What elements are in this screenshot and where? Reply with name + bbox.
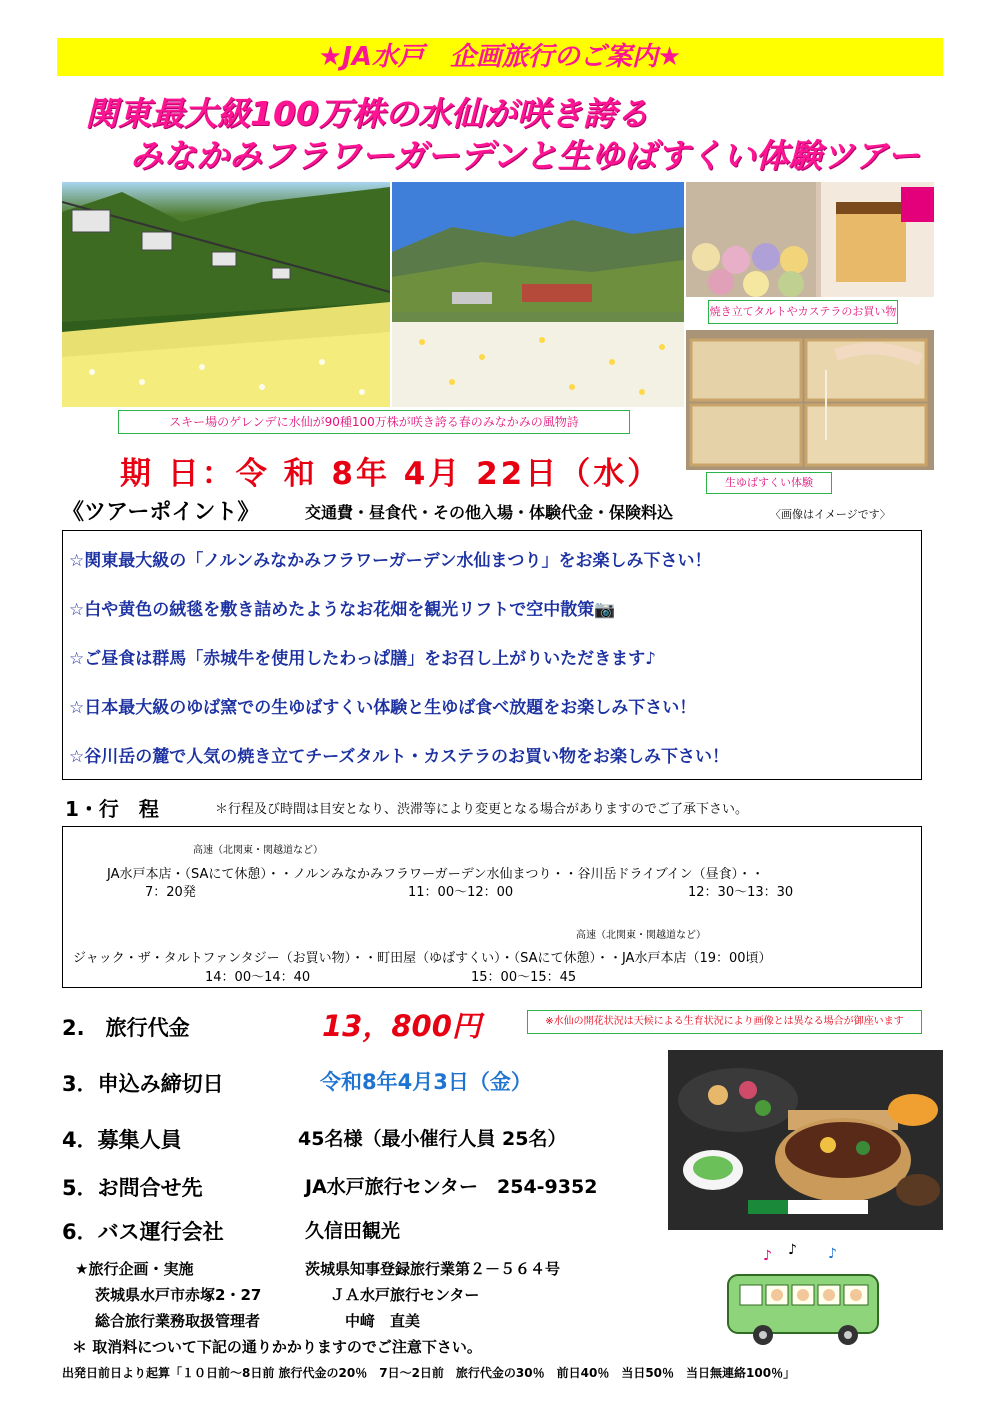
schedule-note: ＊行程及び時間は目安となり、渋滞等により変更となる場合がありますのでご了承下さい。 [215,802,749,817]
ski-lift-photo [62,182,390,407]
manager-label: 総合旅行業務取扱管理者 [95,1312,261,1330]
address: 茨城県水戸市赤塚2・27 [95,1286,262,1304]
yuba-photo [686,330,934,470]
bus-company-value: 久信田観光 [305,1220,401,1242]
capacity-label: 4．募集人員 [62,1128,182,1152]
daffodil-field-photo [392,182,684,407]
capacity-value: 45名様（最小催行人員 25名） [298,1128,567,1150]
yuba-caption: 生ゆばすくい体験 [706,472,832,494]
schedule-heading: 1・行 程 [65,797,159,821]
tour-date: 期 日：令 和 8年 4月 22日（水） [120,456,662,492]
tour-point-heading: 《ツアーポイント》 [62,500,260,525]
schedule-route-2: ジャック・ザ・タルトファンタジー（お買い物）・・町田屋（ゆばすくい）・（SAにて休憩）・・JA水戸本店（19：00頃） [73,951,772,966]
schedule-time: 12：30～13：30 [688,885,794,900]
price-value: 13，800円 [322,1009,481,1043]
cancel-note: ＊ 取消料について下記の通りかかりますのでご注意下さい。 [72,1338,482,1356]
bus-company-label: 6．バス運行会社 [62,1220,224,1244]
travel-center: ＪＡ水戸旅行センター [330,1286,480,1304]
bus-illustration [718,1240,893,1350]
schedule-box [62,826,922,988]
image-note: 〈画像はイメージです〉 [770,508,891,521]
schedule-time: 11：00～12：00 [408,885,514,900]
tour-point-item: ☆日本最大級のゆば窯での生ゆばすくい体験と生ゆば食べ放題をお楽しみ下さい！ [69,698,697,718]
planner-label: ★旅行企画・実施 [75,1260,194,1278]
schedule-route-1: JA水戸本店・（SAにて休憩）・・ノルンみなかみフラワーガーデン水仙まつり・・谷川岳ドライブイン（昼食）・・ [107,867,765,882]
cancel-policy: 出発日前日より起算「１０日前～8日前 旅行代金の20％ 7日～2日前 旅行代金の30％ 前日40％ 当日50％ 当日無連絡100％」 [62,1366,796,1380]
price-note: ※水仙の開花状況は天候による生育状況により画像とは異なる場合が御座います [527,1010,922,1034]
tour-point-item: ☆ご昼食は群馬「赤城牛を使用したわっぱ膳」をお召し上がりいただきます♪ [69,649,656,669]
contact-value: JA水戸旅行センター 254-9352 [305,1176,598,1198]
lunch-photo [668,1050,943,1230]
tour-points-box [62,530,922,780]
schedule-time: 14：00～14：40 [205,970,311,985]
header-banner: ★JA水戸 企画旅行のご案内★ [57,38,943,76]
schedule-time: 15：00～15：45 [471,970,577,985]
registration-number: 茨城県知事登録旅行業第２－５６４号 [305,1260,561,1278]
price-label: 2. 旅行代金 [62,1016,190,1040]
tour-point-item: ☆谷川岳の麓で人気の焼き立てチーズタルト・カステラのお買い物をお楽しみ下さい！ [69,747,730,767]
deadline-label: 3．申込み締切日 [62,1072,224,1096]
page-title-line1: 関東最大級100万株の水仙が咲き誇る [85,94,649,133]
contact-label: 5．お問合せ先 [62,1176,203,1200]
tour-point-item: ☆関東最大級の「ノルンみなかみフラワーガーデン水仙まつり」をお楽しみ下さい！ [69,551,712,571]
deadline-value: 令和8年4月3日（金） [320,1070,532,1094]
sweets-photo [686,182,934,297]
flower-field-caption: スキー場のゲレンデに水仙が90種100万株が咲き誇る春のみなかみの風物詩 [118,410,630,434]
svg-text:♪: ♪ [828,1246,837,1262]
schedule-time: 7：20発 [145,885,196,900]
schedule-route-note: 高速（北関東・関越道など） [576,930,706,941]
tour-point-item: ☆白や黄色の絨毯を敷き詰めたようなお花畑を観光リフトで空中散策📷 [69,600,616,620]
page-title-line2: みなかみフラワーガーデンと生ゆばすくい体験ツアー [130,136,920,175]
manager-name: 中﨑 直美 [345,1312,421,1330]
tour-included: 交通費・昼食代・その他入場・体験代金・保険料込 [305,503,674,522]
svg-text:♪: ♪ [788,1242,797,1258]
schedule-route-note: 高速（北関東・関越道など） [193,845,323,856]
svg-text:♪: ♪ [763,1248,772,1264]
sweets-caption: 焼き立てタルトやカステラのお買い物 [708,300,898,324]
